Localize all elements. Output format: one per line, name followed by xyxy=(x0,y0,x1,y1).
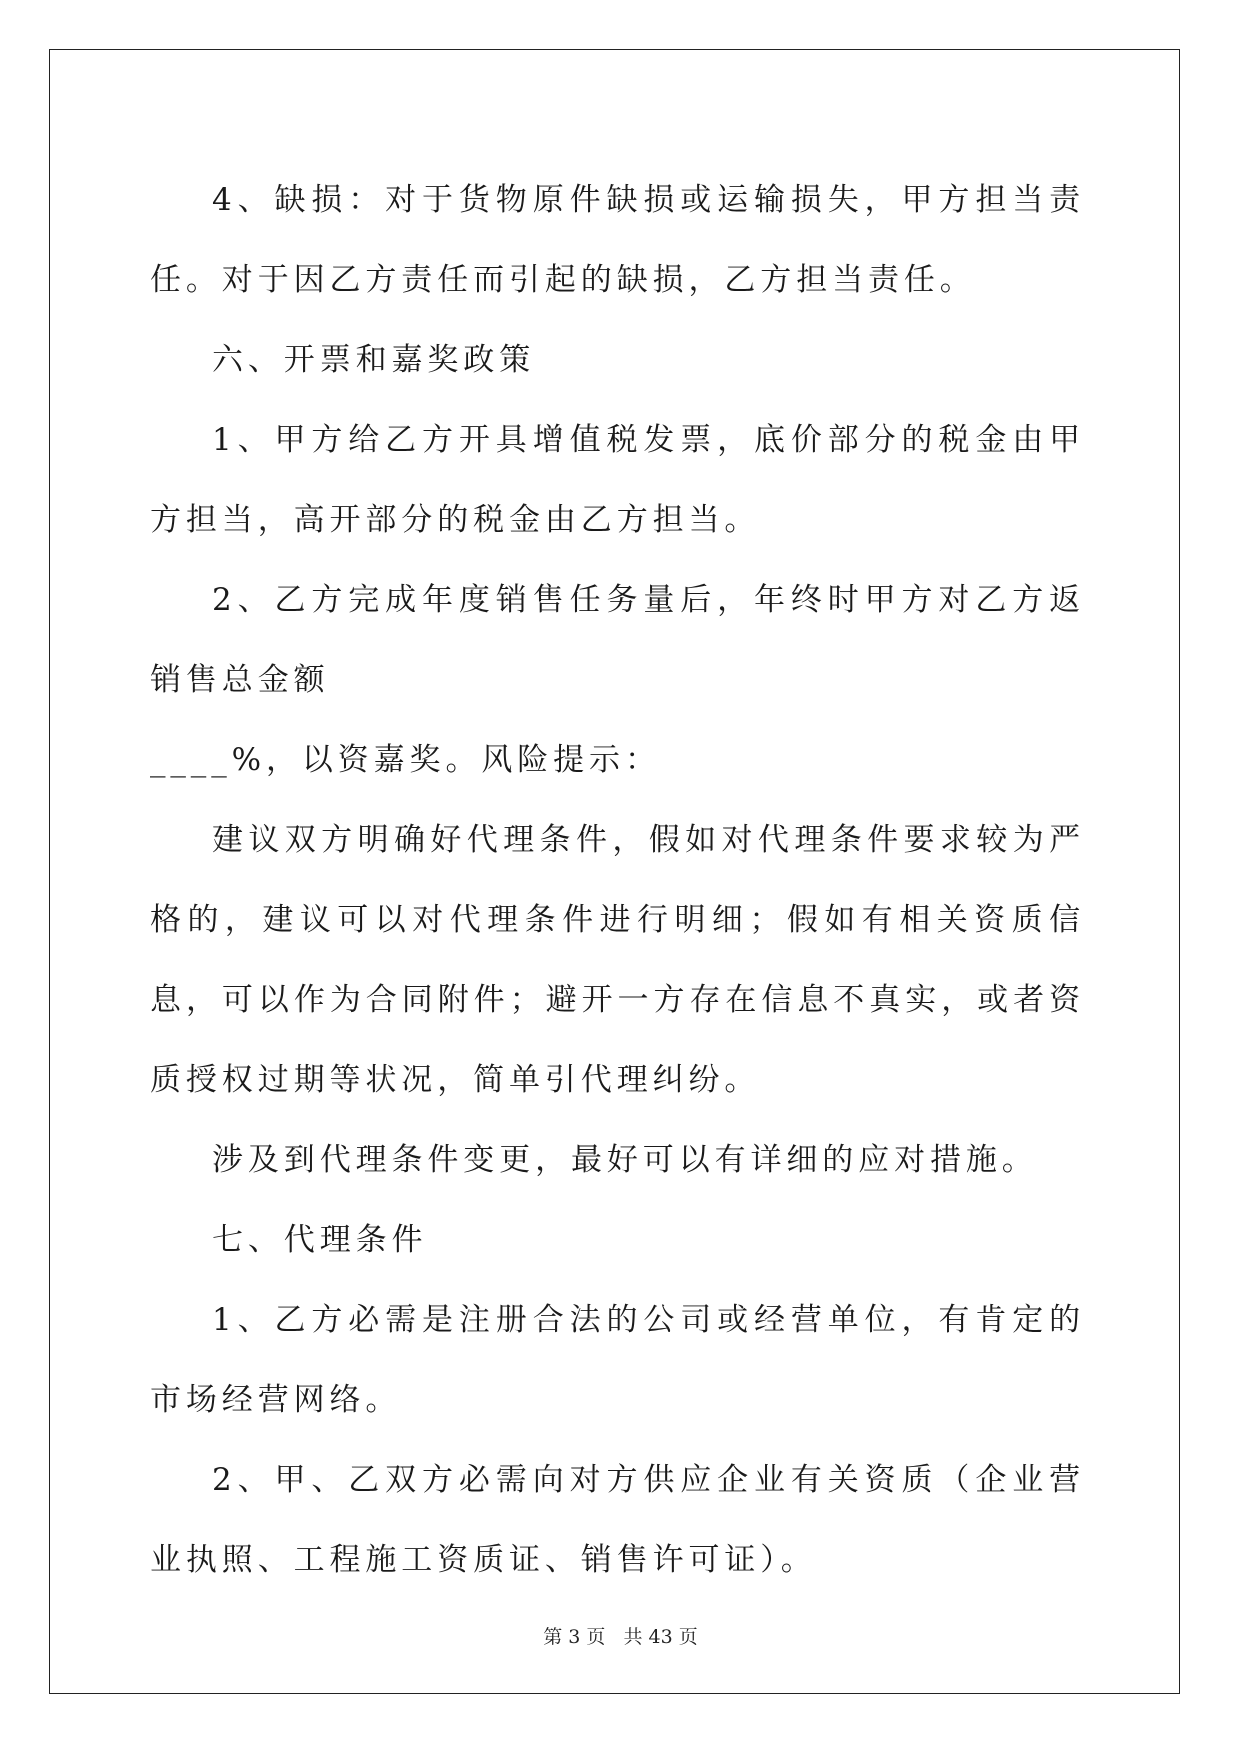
paragraph-invoice-clause: 1、甲方给乙方开具增值税发票，底价部分的税金由甲方担当，高开部分的税金由乙方担当。 xyxy=(150,422,1085,538)
page-total: 共 43 页 xyxy=(623,1626,698,1648)
section-heading-invoice-reward: 六、开票和嘉奖政策 xyxy=(212,342,536,378)
section-heading-agency-conditions: 七、代理条件 xyxy=(212,1222,428,1258)
page-footer xyxy=(0,1622,1241,1649)
document-body xyxy=(150,160,1085,1600)
paragraph-condition-change: 涉及到代理条件变更，最好可以有详细的应对措施。 xyxy=(212,1142,1038,1178)
page-number: 第 3 页 xyxy=(543,1626,606,1648)
paragraph-condition-2: 2、甲、乙双方必需向对方供应企业有关资质（企业营业执照、工程施工资质证、销售许可证）。 xyxy=(150,1462,1085,1578)
paragraph-annual-rebate: 2、乙方完成年度销售任务量后，年终时甲方对乙方返销售总金额 xyxy=(150,582,1085,698)
paragraph-condition-1: 1、乙方必需是注册合法的公司或经营单位，有肯定的市场经营网络。 xyxy=(150,1302,1085,1418)
paragraph-defect-clause: 4、缺损：对于货物原件缺损或运输损失，甲方担当责任。对于因乙方责任而引起的缺损，乙方担当责任。 xyxy=(150,182,1085,298)
paragraph-risk-advice: 建议双方明确好代理条件，假如对代理条件要求较为严格的，建议可以对代理条件进行明细；假如有相关资质信息，可以作为合同附件；避开一方存在信息不真实，或者资质授权过期等状况，简单引代理纠纷。 xyxy=(150,822,1085,1098)
paragraph-rebate-percent: ____%，以资嘉奖。风险提示： xyxy=(150,742,661,778)
